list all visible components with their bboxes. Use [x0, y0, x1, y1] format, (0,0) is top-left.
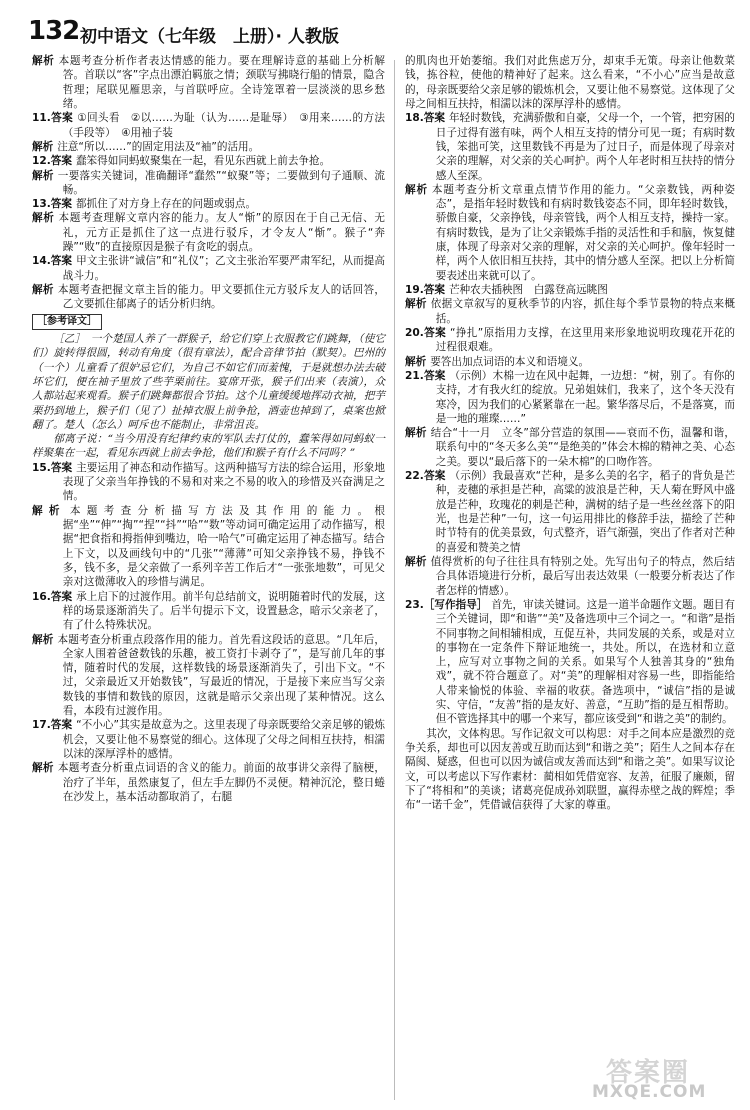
- item-text: （示例）木棉一边在风中起舞，一边想：“树，别了。有你的支持，才有我火红的绽放。兄弟姐妹们，我来了，这个冬天没有寒冷，因为我们的心紧紧靠在一起。繁华落尽后，不是落寞，而是一地的璀璨……”: [435, 369, 735, 425]
- right-paragraph: [405, 598, 735, 727]
- left-paragraph: [32, 140, 385, 154]
- item-text: “不小心”其实是故意为之。这里表现了母亲既要给父亲足够的锻炼机会，又要让他不易察觉的细心。这体现了父母之间相互扶持，相濡以沫的深厚浮朴的感情。: [62, 719, 385, 760]
- item-label: 解析: [32, 284, 54, 296]
- item-label: 解析: [405, 183, 428, 196]
- right-paragraph: [405, 54, 735, 111]
- left-paragraph: [32, 54, 385, 111]
- item-text: 本题考查分析重点段落作用的能力。首先看这段话的意思。“几年后，全家人围着爸爸数钱的乐趣，被工资打卡剥夺了”，是写前几年的事情，随着时代的发展，这样数钱的场景逐渐消失了，引出下文。“不过，父亲最近又开始数钱”，写最近的情况，于是接下来应当写父亲数钱的事情和数钱的原因，这就是暗示父亲出现了某种情况。这么看，本段有过渡作用。: [57, 633, 385, 718]
- item-text: 结合“十一月 立冬”部分营造的氛围——衰而不伤，温馨和谐，联系句中的“冬天多么美”“是绝美的”体会木棉的精神之美、心态之美。要以“最后落下的一朵木棉”的口吻作答。: [430, 427, 735, 468]
- item-label: 13.答案: [32, 198, 72, 211]
- left-paragraph: [32, 504, 385, 590]
- item-text: 都抓住了对方身上存在的问题或弱点。: [75, 198, 257, 211]
- item-text: 首先，审读关键词。这是一道半命题作文题。题目有三个关键词，即“和谐”“美”及备选项中三个词之一。“和谐”是指不同事物之间相辅相成，互促互补，共同发展的关系，或是对立的事物在一定条件下辩证地统一，共处。所以，在选材和立意上，应写对立事物之间的关系。如果写个人独善其身的“独角戏”，就不符合题意了。对“美”的理解相对容易一些，即指能给人带来愉悦的体验、幸福的收获。备选项中，“诚信”指的是诚实、守信，“友善”指的是友好、善意，“互助”指的是互相帮助。但不管选择其中的哪一个来写，都应该受到“和谐之美”的制约。: [435, 598, 735, 726]
- right-paragraph: [405, 555, 735, 598]
- left-paragraph: [32, 718, 385, 761]
- left-paragraph: [32, 154, 385, 168]
- item-text: 注意“所以……”的固定用法及“袖”的活用。: [57, 140, 260, 153]
- item-text: 一要落实关键词，准确翻译“蠢然”“蚁聚”等；二要做到句子通顺、流畅。: [57, 169, 385, 196]
- right-paragraph: [405, 283, 735, 297]
- item-text: 承上启下的过渡作用。前半句总结前文，说明随着时代的发展，这样的场景逐渐消失了。后半句提示下文，设置悬念，暗示父亲老了，有了什么特殊状况。: [62, 590, 385, 632]
- left-paragraph: [32, 461, 385, 504]
- left-paragraph: [32, 283, 385, 312]
- item-label: 解析: [405, 427, 427, 440]
- item-text: 本题考查分析作者表达情感的能力。要在理解诗意的基础上分析解答。首联以“客”字点出漂泊羁旅之情；颈联写拂晓行船的情景，隐含哲理；尾联见雁思亲，与首联呼应。全诗笼罩着一层淡淡的思乡愁绪。: [58, 55, 385, 110]
- item-text: 蠢笨得如同蚂蚁聚集在一起，看见东西就上前去争抢。: [75, 155, 331, 168]
- item-label: 20.答案: [405, 326, 447, 339]
- item-text: 甲文主张讲“诚信”和“礼仪”；乙文主张治军要严肃军纪，从而提高战斗力。: [62, 255, 385, 282]
- left-paragraph: [32, 211, 385, 254]
- watermark-url: MXQE.COM: [592, 1082, 707, 1102]
- book-title: 初中语文（七年级 上册）· 人教版: [80, 27, 339, 47]
- left-paragraph: [32, 254, 385, 283]
- translation-heading: ［参考译文］: [32, 314, 102, 330]
- watermark-logo-text: 答案圈: [606, 1058, 691, 1088]
- right-paragraph: [405, 183, 735, 283]
- item-label: 解析: [405, 355, 427, 368]
- right-paragraph: [405, 355, 735, 369]
- item-label: 解析: [405, 555, 427, 568]
- item-label: 解析: [32, 633, 54, 646]
- item-label: 21.答案: [405, 369, 446, 382]
- item-text: “挣扎”原指用力支撑，在这里用来形象地说明玫瑰花开花的过程很艰难。: [435, 326, 735, 354]
- item-text: 主要运用了神态和动作描写。这两种描写方法的综合运用，形象地表现了父亲当年挣钱的不易和对来之不易的收入的珍惜及兴奋满足之情。: [62, 461, 385, 503]
- right-paragraph: [405, 297, 735, 326]
- left-paragraph: [32, 169, 385, 198]
- left-paragraph: [32, 633, 385, 719]
- left-paragraph: [32, 761, 385, 804]
- item-text: 本题考查把握文章主旨的能力。甲文要抓住元方驳斥友人的话回答，乙文要抓住郁离子的话分析归纳。: [57, 284, 386, 311]
- item-text: ［乙］ 一个楚国人养了一群猴子，给它们穿上衣服教它们跳舞，（使它们）旋转得很圆，转动有角度（很有章法），配合音律节拍（默契）。巴州的（一个）儿童看了很妒忌它们，为自己不如它们而羞愧，于是就想办法去破坏它们，便在袖子里放了些芋栗前往。宴席开张，猴子们出来（表演），众人都站起来观看。猴子们跳舞都很合节拍。这个儿童缓缓地挥动衣袖，把芋栗扔到地上，猴子们（见了）扯掉衣服上前争抢，酒壶也掉到了，桌案也掀翻了。楚人（怎么）呵斥也不能制止，非常沮丧。: [32, 332, 385, 431]
- item-text: 依据文章叙写的夏秋季节的内容，抓住每个季节景物的特点来概括。: [430, 298, 736, 325]
- item-label: 22.答案: [405, 470, 446, 483]
- item-label: 17.答案: [32, 719, 73, 732]
- item-text: 本题考查理解文章内容的能力。友人“惭”的原因在于自己无信、无礼，元方正是抓住了这一点进行驳斥，才令友人“惭”。猴子“奔躁”“败”的直接原因是猴子有贪吃的弱点。: [58, 212, 385, 254]
- column-divider: [394, 60, 395, 1100]
- right-paragraph: [405, 727, 735, 813]
- item-label: 解析: [32, 55, 55, 67]
- item-label: 解析: [32, 504, 66, 517]
- left-paragraph: [32, 432, 385, 461]
- item-text: ①回头看 ②以……为耻（认为……是耻辱） ③用来……的方法（手段等） ④用袖子装: [62, 112, 385, 139]
- right-paragraph: [405, 469, 735, 555]
- item-label: 23.［写作指导］: [405, 598, 488, 611]
- watermark-logo: [588, 1052, 738, 1104]
- page-header: [28, 14, 728, 50]
- item-text: 芒种农夫插秧图 白露登高远眺图: [448, 284, 608, 296]
- item-text: 郁离子说：“当今用没有纪律约束的军队去打仗的，蠢笨得如同蚂蚁一样聚集在一起，看见东西就上前去争抢，他们和猴子有什么不同吗？”: [32, 433, 385, 460]
- right-paragraph: [405, 111, 735, 183]
- item-label: 解析: [405, 298, 427, 311]
- item-text: 本题考查分析文章重点情节作用的能力。“父亲数钱，两种姿态”，是指年轻时数钱和有病时数钱姿态不同，即年轻时数钱，骄傲自豪，父亲挣钱，母亲管钱，两个人相互支持，操持一家。有病时数钱，是为了让父亲锻炼手指的灵活性和手和脑，恢复健康，体现了母亲对父亲的理解，对父亲的关心呵护。像年轻时一样，两个人依旧相互扶持，其中的情分感人至深。把以上分析简要表述出来就可以了。: [431, 183, 735, 282]
- right-paragraph: [405, 426, 735, 469]
- item-label: 解析: [32, 212, 55, 225]
- item-text: 值得赏析的句子往往具有特别之处。先写出句子的特点，然后结合具体语境进行分析，最后写出表达效果（一般要分析表达了作者怎样的情感）。: [430, 555, 736, 597]
- right-column: [405, 54, 735, 813]
- item-label: 14.答案: [32, 255, 73, 268]
- item-text: 的肌肉也开始萎缩。我们对此焦虑万分，却束手无策。母亲让他数菜钱，拣谷粒，使他的精神好了起来。这么看来，“不小心”应当是故意的，母亲既要给父亲足够的锻炼机会，又要让他不易察觉。这体现了父母之间相互扶持，相濡以沫的深厚浮朴的感情。: [405, 55, 735, 110]
- item-label: 16.答案: [32, 590, 73, 603]
- item-label: 15.答案: [32, 461, 73, 474]
- item-label: 11.答案: [32, 112, 74, 125]
- item-text: 其次，文体构思。写作记叙文可以构思：对手之间本应是激烈的竞争关系，却也可以因友善或互助而达到“和谐之美”；陌生人之间本存在隔阂、疑惑，但也可以因为诚信或友善而达到“和谐之美”。如果写议论文，可以考虑以下写作素材：蔺相如凭借宽容、友善，征服了廉颇，留下了“将相和”的美谈；诸葛亮促成孙刘联盟，赢得赤壁之战的辉煌；季布“一诺千金”，凭借诚信获得了大家的尊重。: [405, 727, 735, 812]
- right-paragraph: [405, 369, 735, 426]
- item-label: 解析: [32, 762, 54, 775]
- item-text: 年轻时数钱，充满骄傲和自豪，父母一个，一个管，把穷困的日子过得有滋有味，两个人相互支持的情分可见一斑；有病时数钱，笨拙可笑，这里数钱不再是为了过日子，而是体现了母亲对父亲的理解，对父亲的关心呵护。两个人年老时相互扶持的情分感人至深。: [435, 112, 735, 182]
- item-label: 19.答案: [405, 284, 445, 296]
- left-paragraph: [32, 111, 385, 140]
- left-column: [32, 54, 385, 804]
- right-paragraph: [405, 326, 735, 355]
- item-text: （示例）我最喜欢“芒种，是多么美的名字，稻子的背负是芒种，麦穗的承担是芒种，高粱的波浪是芒种，天人菊在野风中盛放是芒种，玫瑰花的刺是芒种，满树的结子是一些丝丝落下的阳光，也是芒种”一句，这一句运用排比的修辞手法，描绘了芒种时节特有的优美景致，句式整齐，语气渐强，突出了作者对芒种的喜爱和赞美之情: [435, 470, 735, 554]
- left-paragraph: [32, 332, 385, 432]
- item-label: 解析: [32, 169, 54, 182]
- left-paragraph: [32, 312, 385, 332]
- page-number: 132: [28, 16, 80, 46]
- left-paragraph: [32, 197, 385, 211]
- item-text: 本题考查分析重点词语的含义的能力。前面的故事讲父亲得了脑梗，治疗了半年，虽然康复了，但左手左脚仍不灵便。精神沉沦，整日蜷在沙发上，基本活动都取消了，右腿: [57, 762, 386, 803]
- item-label: 12.答案: [32, 155, 72, 168]
- left-paragraph: [32, 590, 385, 633]
- item-text: 要答出加点词语的本义和语境义。: [430, 355, 590, 368]
- item-label: 18.答案: [405, 112, 445, 125]
- item-label: 解析: [32, 140, 54, 153]
- item-text: 本题考查分析描写方法及其作用的能力。根据“坐”“伸”“掏”“捏”“抖”“哈”“数”等动词可确定运用了动作描写，根据“把食指和拇指伸到嘴边，哈一哈气”可确定运用了神态描写。结合上下文，以及画线句中的“几张”“薄薄”可知父亲挣钱不易，挣钱不多，钱不多，是父亲做了一系列辛苦工作后才“一张张地数”，可见父亲对这微薄收入的珍惜与满足。: [62, 504, 386, 589]
